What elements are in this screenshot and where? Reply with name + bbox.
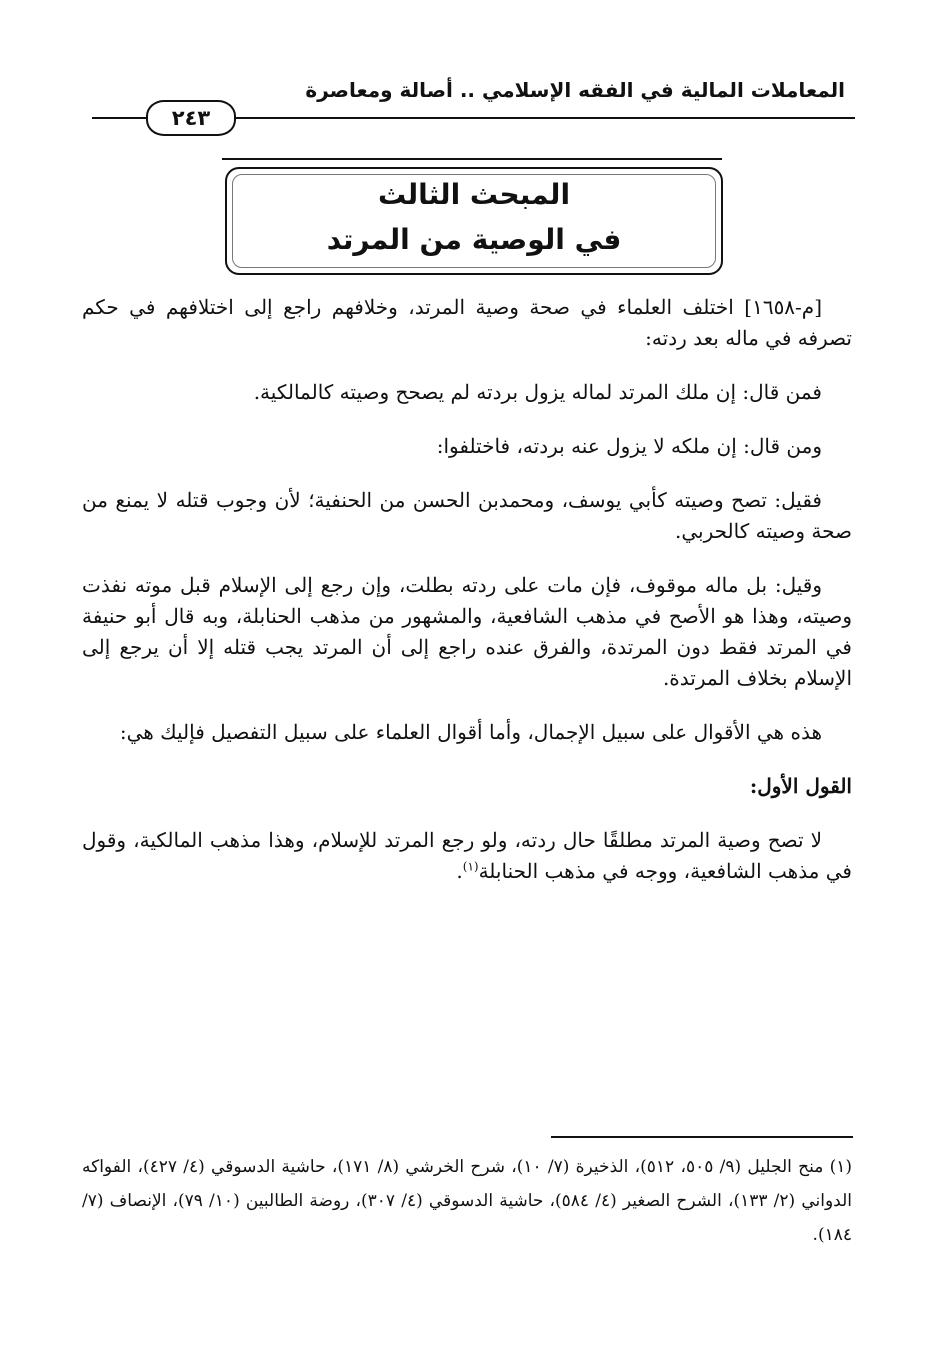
footnote-reference[interactable]: (١) — [462, 859, 479, 874]
paragraph-valid-will-opinion: فقيل: تصح وصيته كأبي يوسف، ومحمدبن الحسن من الحنفية؛ لأن وجوب قتله لا يمنع من صحة وصيته كالحربي. — [82, 488, 852, 543]
footnote-1: (١) منح الجليل (٩/ ٥٠٥، ٥١٢)، الذخيرة (٧/ ١٠)، شرح الخرشي (٨/ ١٧١)، حاشية الدسوقي (٤/ ٤٢٧)، الفواكه الدواني (٢/ ١٣٣)، الشرح الصغير (٤/ ٥٨٤)، حاشية الدسوقي (٤/ ٣٠٧)، روضة الطالبين (١٠/ ٧٩)، الإنصاف (٧/ ١٨٤). — [82, 1157, 853, 1245]
paragraph-malikiyya: فمن قال: إن ملك المرتد لماله يزول بردته لم يصحح وصيته كالمالكية. — [253, 380, 822, 404]
body-text — [82, 292, 852, 916]
paragraph-ownership-not-lost: ومن قال: إن ملكه لا يزول عنه بردته، فاختلفوا: — [436, 434, 822, 458]
first-opinion-period: . — [456, 859, 463, 883]
section-title: المبحث الثالث — [377, 178, 571, 211]
first-opinion-heading: القول الأول: — [749, 774, 852, 798]
paragraph-first-opinion — [82, 825, 852, 887]
title-top-rule — [222, 158, 722, 160]
footnotes — [82, 1150, 852, 1252]
paragraph-intro: [م-١٦٥٨] اختلف العلماء في صحة وصية المرتد، وخلافهم راجع إلى اختلافهم في حكم تصرفه في ماله بعد ردته: — [82, 295, 852, 350]
page-number-badge: ٢٤٣ — [146, 100, 236, 136]
running-header-title: المعاملات المالية في الفقه الإسلامي .. أصالة ومعاصرة — [305, 78, 845, 102]
section-title-box — [225, 167, 723, 275]
footnote-separator — [551, 1136, 853, 1138]
first-opinion-text: لا تصح وصية المرتد مطلقًا حال ردته، ولو رجع المرتد للإسلام، وهذا مذهب المالكية، وقول في مذهب الشافعية، ووجه في مذهب الحنابلة — [82, 828, 852, 883]
section-subtitle: في الوصية من المرتد — [326, 223, 622, 256]
paragraph-summary: هذه هي الأقوال على سبيل الإجمال، وأما أقوال العلماء على سبيل التفصيل فإليك هي: — [119, 720, 822, 744]
paragraph-suspended-property-opinion: وقيل: بل ماله موقوف، فإن مات على ردته بطلت، وإن رجع إلى الإسلام قبل موته نفذت وصيته، وهذا هو الأصح في مذهب الشافعية، والمشهور من مذهب الحنابلة، وبه قال أبو حنيفة في المرتد فقط دون المرتدة، والفرق عنده راجع إلى أن المرتد يجب قتله إلا أن يرجع إلى الإسلام بخلاف المرتدة. — [82, 573, 852, 690]
